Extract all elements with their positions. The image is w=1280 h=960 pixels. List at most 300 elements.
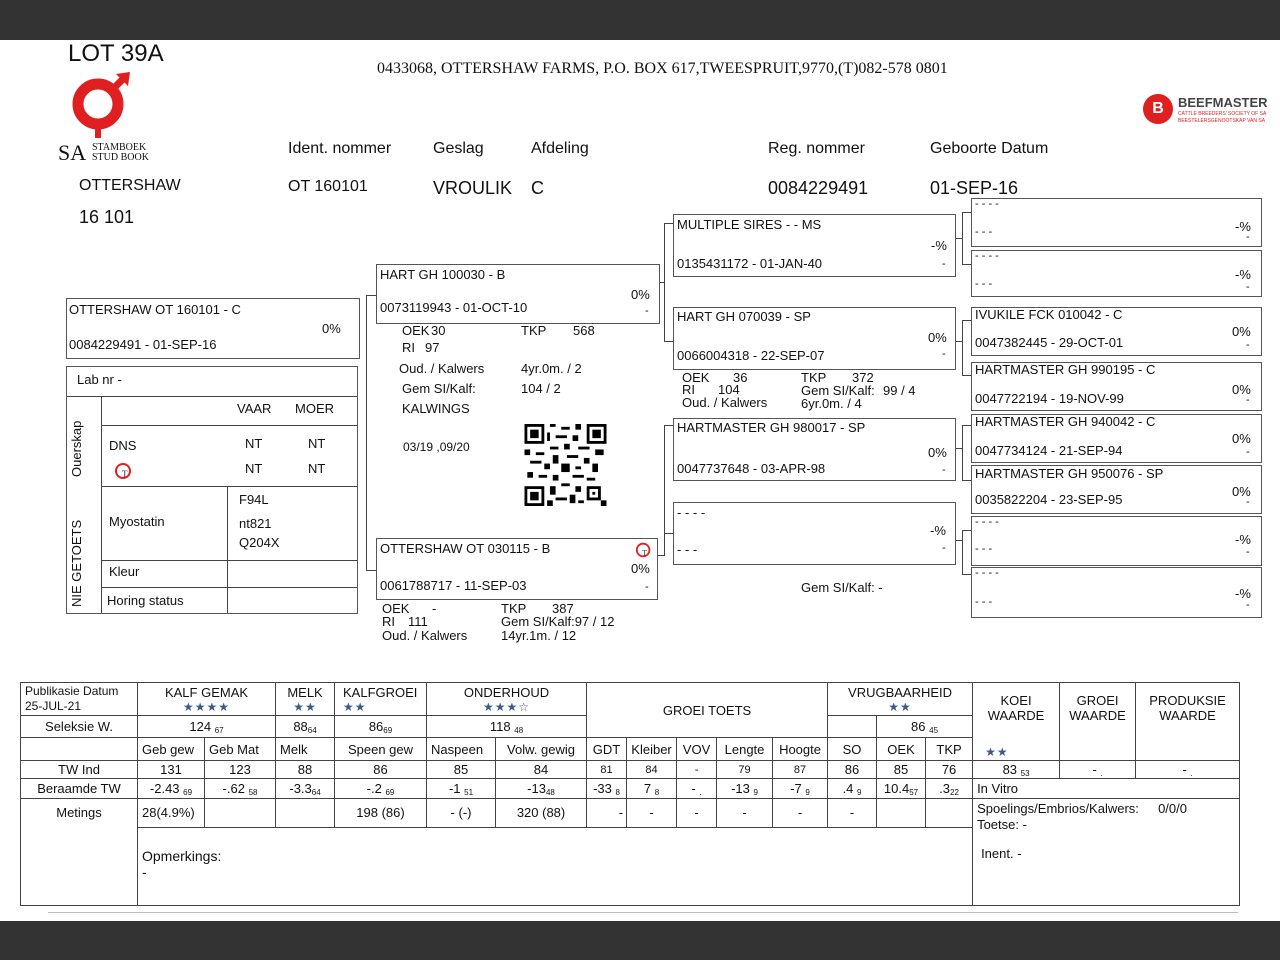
- ident-header: Ident. nommer: [288, 140, 392, 157]
- ber-value: -13: [731, 780, 750, 796]
- ber-value: -2.43: [149, 780, 180, 796]
- great-grandparent-box: [971, 465, 1262, 514]
- sire-oud-label: Oud. / Kalwers: [399, 361, 485, 376]
- met-cell: 198 (86): [335, 799, 427, 828]
- ber-rel: 9: [805, 787, 810, 797]
- gp-pct: 0%: [928, 445, 947, 460]
- dam-tkp-label: TKP: [501, 601, 527, 616]
- animal-number: 16 101: [79, 207, 135, 227]
- ggp-dash: -: [1246, 599, 1250, 611]
- gp-oud-label: Oud. / Kalwers: [682, 395, 768, 410]
- lab-dns-moer: NT: [308, 436, 326, 451]
- sel-vrug-value: 86: [911, 718, 926, 734]
- ber-cell: [717, 779, 773, 799]
- gp-dash: -: [942, 542, 946, 554]
- col-header: Naspeen: [427, 738, 496, 761]
- ber-cell: [587, 779, 627, 799]
- ber-rel: 58: [248, 787, 258, 797]
- ggp-reg: - - -: [975, 596, 993, 608]
- ggp-title: HARTMASTER GH 950076 - SP: [975, 466, 1164, 481]
- tw-groei: [1060, 761, 1136, 779]
- beefmaster-sub1: CATTLE BREEDERS' SOCIETY OF SA: [1178, 111, 1267, 117]
- gp-title: MULTIPLE SIRES - - MS: [677, 217, 822, 232]
- col-header: GDT: [587, 738, 627, 761]
- tw-prod-rel: .: [1190, 768, 1193, 778]
- sel-kalf-gemak: [138, 716, 276, 738]
- met-cell: - (-): [427, 799, 496, 828]
- footer-rule: [48, 912, 1238, 913]
- ber-rel: 69: [385, 787, 395, 797]
- sel-melk: [276, 716, 335, 738]
- ggp-title: IVUKILE FCK 010042 - C: [975, 307, 1123, 322]
- qr-code-icon: [522, 424, 609, 506]
- ggp-pct: 0%: [1232, 382, 1251, 397]
- gp-oek: 36: [733, 370, 748, 385]
- tw-cell: 85: [427, 761, 496, 779]
- gp-tkp-label: TKP: [801, 370, 827, 385]
- ggp-dash: -: [1246, 496, 1250, 508]
- gp-dam-gem: Gem SI/Kalf: -: [801, 580, 883, 595]
- sire-pct: 0%: [631, 287, 650, 302]
- lab-vaar: VAAR: [237, 401, 272, 416]
- lab-table: [66, 366, 358, 614]
- ggp-reg: 0047734124 - 21-SEP-94: [975, 443, 1123, 458]
- ggp-reg: - - -: [975, 278, 993, 290]
- lot-number: LOT 39A: [68, 40, 164, 67]
- sex-header: Geslag: [433, 140, 484, 157]
- gp-reg: - - -: [677, 542, 698, 557]
- great-grandparent-box: [971, 567, 1262, 618]
- studbook-sa: SA: [58, 140, 87, 165]
- performance-table: [20, 682, 1240, 906]
- lab-myo3: Q204X: [239, 535, 280, 550]
- col-header: Geb gew: [138, 738, 205, 761]
- sel-vrug: [877, 716, 973, 738]
- col-header: Kleiber: [627, 738, 677, 761]
- ber-value: -: [691, 780, 696, 796]
- onderhoud-stars: ★★★☆: [483, 699, 531, 714]
- ber-value: -.2: [366, 780, 382, 796]
- tw-cell: 79: [717, 761, 773, 779]
- section-header: Afdeling: [531, 140, 589, 157]
- col-header: Lengte: [717, 738, 773, 761]
- met-cell: -: [828, 799, 877, 828]
- section-value: C: [531, 178, 544, 198]
- ber-rel: 22: [950, 787, 959, 797]
- ggp-reg: 0047722194 - 19-NOV-99: [975, 391, 1124, 406]
- ber-rel: 69: [183, 787, 193, 797]
- ggp-pct: -%: [1235, 532, 1251, 547]
- sel-kgr-rel: 69: [383, 725, 393, 735]
- dam-pct: 0%: [631, 561, 650, 576]
- lab-myo1: F94L: [239, 492, 269, 507]
- reg-header: Reg. nommer: [768, 140, 865, 157]
- met-cell: 28(4.9%): [138, 799, 205, 828]
- col-header: Speen gew: [335, 738, 427, 761]
- tw-groei-rel: .: [1100, 768, 1103, 778]
- ggp-dash: -: [1246, 339, 1250, 351]
- gp-title: - - - -: [677, 505, 706, 520]
- ber-rel: 51: [464, 787, 474, 797]
- tw-prod-value: -: [1182, 761, 1187, 777]
- koei-waarde-header: [973, 683, 1060, 761]
- sel-ond-rel: 48: [514, 725, 524, 735]
- met-cell: -: [587, 799, 627, 828]
- sex-value: VROULIK: [433, 178, 513, 198]
- ber-rel: 57: [909, 787, 919, 797]
- self-reg: 0084229491 - 01-SEP-16: [69, 337, 217, 352]
- gt-emblem-icon: [114, 461, 134, 481]
- koei-waarde-label: KOEI WAARDE: [987, 693, 1045, 723]
- gp-oud: 6yr.0m. / 4: [801, 396, 862, 411]
- tw-groei-value: -: [1092, 761, 1097, 777]
- in-vitro-label: In Vitro: [973, 779, 1240, 799]
- sel-onderhoud: [427, 716, 587, 738]
- sire-ri: 97: [425, 340, 440, 355]
- lab-dns: DNS: [109, 438, 137, 453]
- ggp-dash: -: [1246, 231, 1250, 243]
- ber-cell: [427, 779, 496, 799]
- ber-cell: [773, 779, 828, 799]
- dam-dash: -: [645, 581, 649, 593]
- self-box: [66, 298, 360, 359]
- gp-reg: 0047737648 - 03-APR-98: [677, 461, 826, 476]
- tw-cell: 85: [877, 761, 926, 779]
- gp-title: HART GH 070039 - SP: [677, 309, 811, 324]
- met-cell: -: [773, 799, 828, 828]
- melk-stars: ★★: [293, 699, 317, 714]
- ber-rel: 9: [753, 787, 758, 797]
- ber-value: -33: [593, 780, 612, 796]
- ggp-pct: 0%: [1232, 324, 1251, 339]
- sel-kalfgroei: [335, 716, 427, 738]
- ggp-reg: 0047382445 - 29-OCT-01: [975, 335, 1124, 350]
- sel-kgr-value: 86: [368, 718, 384, 734]
- dam-gem: Gem SI/Kalf:97 / 12: [501, 614, 615, 629]
- gp-reg: 0135431172 - 01-JAN-40: [677, 256, 823, 271]
- great-grandparent-box: [971, 516, 1262, 566]
- svg-text:T: T: [122, 469, 128, 479]
- ber-value: -13: [527, 780, 546, 796]
- col-header: Volw. gewig: [496, 738, 587, 761]
- ggp-title: HARTMASTER GH 990195 - C: [975, 362, 1156, 377]
- gp-pct: -%: [931, 238, 947, 253]
- melk-header: [276, 683, 335, 716]
- lab-nr: Lab nr -: [77, 372, 122, 387]
- connector-self: [366, 295, 367, 570]
- sire-ri-label: RI: [402, 340, 415, 355]
- ber-rel: 64: [311, 787, 321, 797]
- grandparent-box: [673, 418, 956, 481]
- opmerkings-label: Opmerkings:: [142, 847, 222, 864]
- pub-cell: [21, 683, 138, 716]
- tw-cell: 86: [335, 761, 427, 779]
- gp-dash: -: [942, 348, 946, 360]
- sire-tkp-label: TKP: [521, 323, 547, 338]
- ber-rel: .: [699, 787, 702, 797]
- koei-waarde-stars: ★★: [985, 745, 1009, 759]
- repro-cell: [973, 799, 1240, 906]
- gp-pct: 0%: [928, 330, 947, 345]
- tw-cell: 87: [773, 761, 828, 779]
- sel-vrug-rel: 45: [929, 725, 939, 735]
- lab-horing: Horing status: [107, 593, 184, 608]
- lab-kleur: Kleur: [109, 564, 140, 579]
- sire-gem: 104 / 2: [521, 381, 561, 396]
- lab-myostatin: Myostatin: [109, 514, 165, 529]
- col-header: Geb Mat: [205, 738, 276, 761]
- reg-value: 0084229491: [768, 178, 869, 198]
- tw-koei-rel: 53: [1020, 768, 1030, 778]
- ber-cell: [828, 779, 877, 799]
- studbook-line1: STAMBOEK: [92, 142, 147, 153]
- grandparent-box: [673, 502, 956, 565]
- gp-ri: 104: [718, 382, 740, 397]
- kalwings-label: KALWINGS: [402, 401, 470, 416]
- ggp-pct: 0%: [1232, 431, 1251, 446]
- sire-dash: -: [645, 305, 649, 317]
- col-header: SO: [828, 738, 877, 761]
- dam-reg: 0061788717 - 11-SEP-03: [380, 578, 527, 593]
- gp-oek-label: OEK: [682, 370, 710, 385]
- studbook-emblem-icon: [58, 72, 158, 142]
- pub-label: Publikasie Datum: [25, 684, 119, 698]
- met-cell: -: [677, 799, 717, 828]
- lab-dns-vaar: NT: [245, 436, 263, 451]
- gp-gem: 99 / 4: [883, 383, 916, 398]
- gp-tkp: 372: [852, 370, 874, 385]
- toetse-label: Toetse: -: [977, 817, 1027, 832]
- gp-reg: 0066004318 - 22-SEP-07: [677, 348, 825, 363]
- col-header: Melk: [276, 738, 335, 761]
- gp-dash: -: [942, 258, 946, 270]
- gp-pct: -%: [930, 523, 946, 538]
- lab-nie-getoets: NIE GETOETS: [69, 519, 84, 607]
- met-cell: 320 (88): [496, 799, 587, 828]
- ber-cell: [335, 779, 427, 799]
- ggp-dash: -: [1246, 394, 1250, 406]
- ggp-reg: 0035822204 - 23-SEP-95: [975, 492, 1123, 507]
- studbook-line2: STUD BOOK: [92, 152, 149, 163]
- lab-moer: MOER: [295, 401, 334, 416]
- tw-koei: [973, 761, 1060, 779]
- ber-cell: [496, 779, 587, 799]
- great-grandparent-box: [971, 414, 1262, 463]
- sire-box: [376, 264, 660, 324]
- sel-kg-rel: 67: [214, 725, 224, 735]
- dam-gt-emblem-icon: [635, 541, 653, 559]
- onderhoud-label: ONDERHOUD: [463, 684, 550, 700]
- gp-ri-label: RI: [682, 382, 695, 397]
- tw-cell: 76: [926, 761, 973, 779]
- ggp-reg: - - -: [975, 543, 993, 555]
- dam-ri-label: RI: [382, 614, 395, 629]
- kalfgroei-header: [335, 683, 427, 716]
- ber-cell: [138, 779, 205, 799]
- gp-dash: -: [942, 464, 946, 476]
- dam-oek: -: [432, 601, 437, 616]
- ggp-pct: 0%: [1232, 484, 1251, 499]
- ber-value: -1: [448, 780, 461, 796]
- dam-box: [376, 538, 658, 600]
- ber-rel: 48: [545, 787, 555, 797]
- tw-cell: 131: [138, 761, 205, 779]
- met-cell: -: [717, 799, 773, 828]
- col-header: Hoogte: [773, 738, 828, 761]
- dam-oek-label: OEK: [382, 601, 410, 616]
- tw-cell: 84: [627, 761, 677, 779]
- sire-tkp: 568: [573, 323, 595, 338]
- tw-prod: [1136, 761, 1240, 779]
- ggp-title: HARTMASTER GH 940042 - C: [975, 414, 1156, 429]
- ggp-dash: -: [1246, 446, 1250, 458]
- grandparent-box: [673, 214, 956, 277]
- tw-cell: 123: [205, 761, 276, 779]
- ber-rel: 8: [615, 787, 620, 797]
- sire-oek: 30: [431, 323, 446, 338]
- vrugbaarheid-label: VRUGBAARHEID: [848, 684, 953, 700]
- ber-value: -.62: [222, 780, 245, 796]
- ggp-pct: -%: [1235, 219, 1251, 234]
- dam-oud-label: Oud. / Kalwers: [382, 628, 468, 643]
- ber-row: [21, 779, 1240, 799]
- sire-oek-label: OEK: [402, 323, 430, 338]
- ber-cell: [926, 779, 973, 799]
- ber-value: -7: [790, 780, 802, 796]
- ber-cell: [877, 779, 926, 799]
- ggp-title: - - - -: [975, 567, 999, 579]
- ggp-dash: -: [1246, 546, 1250, 558]
- inent-label: Inent. -: [981, 846, 1022, 861]
- beefmaster-mark-icon: B: [1143, 94, 1173, 124]
- breeder-address: 0433068, OTTERSHAW FARMS, P.O. BOX 617,TWEESPRUIT,9770,(T)082-578 0801: [377, 60, 948, 77]
- kalfgroei-label: KALFGROEI: [343, 684, 418, 700]
- col-header: TKP: [926, 738, 973, 761]
- kalf-gemak-stars: ★★★★: [182, 699, 231, 714]
- met-cell: [205, 799, 276, 828]
- birth-value: 01-SEP-16: [930, 178, 1019, 198]
- ident-value: OT 160101: [288, 178, 368, 195]
- ggp-title: - - - -: [975, 516, 999, 528]
- onderhoud-header: [427, 683, 587, 716]
- ber-label: Beraamde TW: [21, 779, 138, 799]
- birth-header: Geboorte Datum: [930, 140, 1049, 157]
- self-pct: 0%: [322, 321, 341, 336]
- met-cell: -: [627, 799, 677, 828]
- self-title: OTTERSHAW OT 160101 - C: [69, 302, 241, 317]
- dam-title: OTTERSHAW OT 030115 - B: [380, 541, 551, 556]
- grandparent-box: [673, 307, 956, 370]
- met-label: Metings: [21, 799, 138, 906]
- ber-cell: [627, 779, 677, 799]
- met-cell: [877, 799, 926, 828]
- lab-myo2: nt821: [239, 516, 272, 531]
- kalfgroei-stars: ★★: [343, 699, 367, 714]
- tw-cell: 88: [276, 761, 335, 779]
- kalf-gemak-label: KALF GEMAK: [164, 684, 249, 700]
- met-row: [21, 799, 1240, 828]
- ber-rel: 8: [654, 787, 660, 797]
- tw-cell: 81: [587, 761, 627, 779]
- ber-cell: [276, 779, 335, 799]
- ggp-dash: -: [1246, 281, 1250, 293]
- spoeling-value: 0/0/0: [1158, 801, 1187, 816]
- vrugbaarheid-stars: ★★: [888, 699, 912, 714]
- groei-toets-header: GROEI TOETS: [587, 683, 828, 738]
- ber-value: .3: [939, 780, 951, 796]
- col-header: VOV: [677, 738, 717, 761]
- seleksie-label: Seleksie W.: [21, 716, 138, 738]
- tw-cell: 84: [496, 761, 587, 779]
- tw-label: TW Ind: [21, 761, 138, 779]
- ber-value: .4: [842, 780, 854, 796]
- sel-melk-rel: 64: [307, 725, 317, 735]
- gp-gem-label: Gem SI/Kalf:: [801, 383, 875, 398]
- ggp-title: - - - -: [975, 198, 999, 210]
- ggp-pct: -%: [1235, 267, 1251, 282]
- top-bar: [0, 0, 1280, 40]
- ber-value: 7: [643, 780, 652, 796]
- lab-row2-moer: NT: [308, 461, 326, 476]
- studbook-logo: [58, 72, 158, 165]
- col-header: OEK: [877, 738, 926, 761]
- ber-rel: 9: [857, 787, 862, 797]
- kalwings-dates: 03/19 ,09/20: [403, 440, 470, 454]
- vrugbaarheid-header: [828, 683, 973, 716]
- tw-cell: -: [677, 761, 717, 779]
- beefmaster-logo: [1143, 92, 1269, 126]
- met-cell: [276, 799, 335, 828]
- opmerkings-cell: [138, 827, 973, 905]
- great-grandparent-box: [971, 307, 1262, 356]
- lab-row2-vaar: NT: [245, 461, 263, 476]
- gp-title: HARTMASTER GH 980017 - SP: [677, 420, 866, 435]
- bottom-bar: [0, 921, 1280, 960]
- ggp-reg: - - -: [975, 226, 993, 238]
- kalf-gemak-header: [138, 683, 276, 716]
- dam-ri: 111: [408, 614, 428, 629]
- beefmaster-name: BEEFMASTER: [1178, 95, 1268, 110]
- spoeling-label: Spoelings/Embrios/Kalwers:: [977, 801, 1139, 816]
- great-grandparent-box: [971, 250, 1262, 297]
- melk-label: MELK: [287, 684, 323, 700]
- beefmaster-sub2: BEESTELERSGENOOTSKAP VAN SA: [1178, 118, 1266, 124]
- tw-cell: 86: [828, 761, 877, 779]
- pub-date: 25-JUL-21: [25, 699, 82, 713]
- great-grandparent-box: [971, 362, 1262, 411]
- ber-cell: [677, 779, 717, 799]
- lab-ouerskap: Ouerskap: [69, 420, 84, 477]
- sire-oud: 4yr.0m. / 2: [521, 361, 582, 376]
- sel-ond-value: 118: [489, 718, 511, 734]
- ber-value: 10.4: [883, 780, 910, 796]
- svg-text:T: T: [642, 548, 648, 558]
- dam-tkp: 387: [552, 601, 574, 616]
- tw-koei-value: 83: [1002, 761, 1018, 777]
- ggp-title: - - - -: [975, 250, 999, 262]
- great-grandparent-box: [971, 198, 1262, 247]
- sire-title: HART GH 100030 - B: [380, 267, 506, 282]
- sel-melk-value: 88: [293, 718, 308, 734]
- tw-row: [21, 761, 1240, 779]
- sel-kg-value: 124: [189, 718, 212, 734]
- sire-reg: 0073119943 - 01-OCT-10: [380, 300, 528, 315]
- dam-oud: 14yr.1m. / 12: [501, 628, 577, 643]
- groei-waarde-header: GROEI WAARDE: [1060, 683, 1136, 761]
- ber-value: -3.3: [289, 780, 312, 796]
- sire-gem-label: Gem SI/Kalf:: [402, 381, 476, 396]
- ber-cell: [205, 779, 276, 799]
